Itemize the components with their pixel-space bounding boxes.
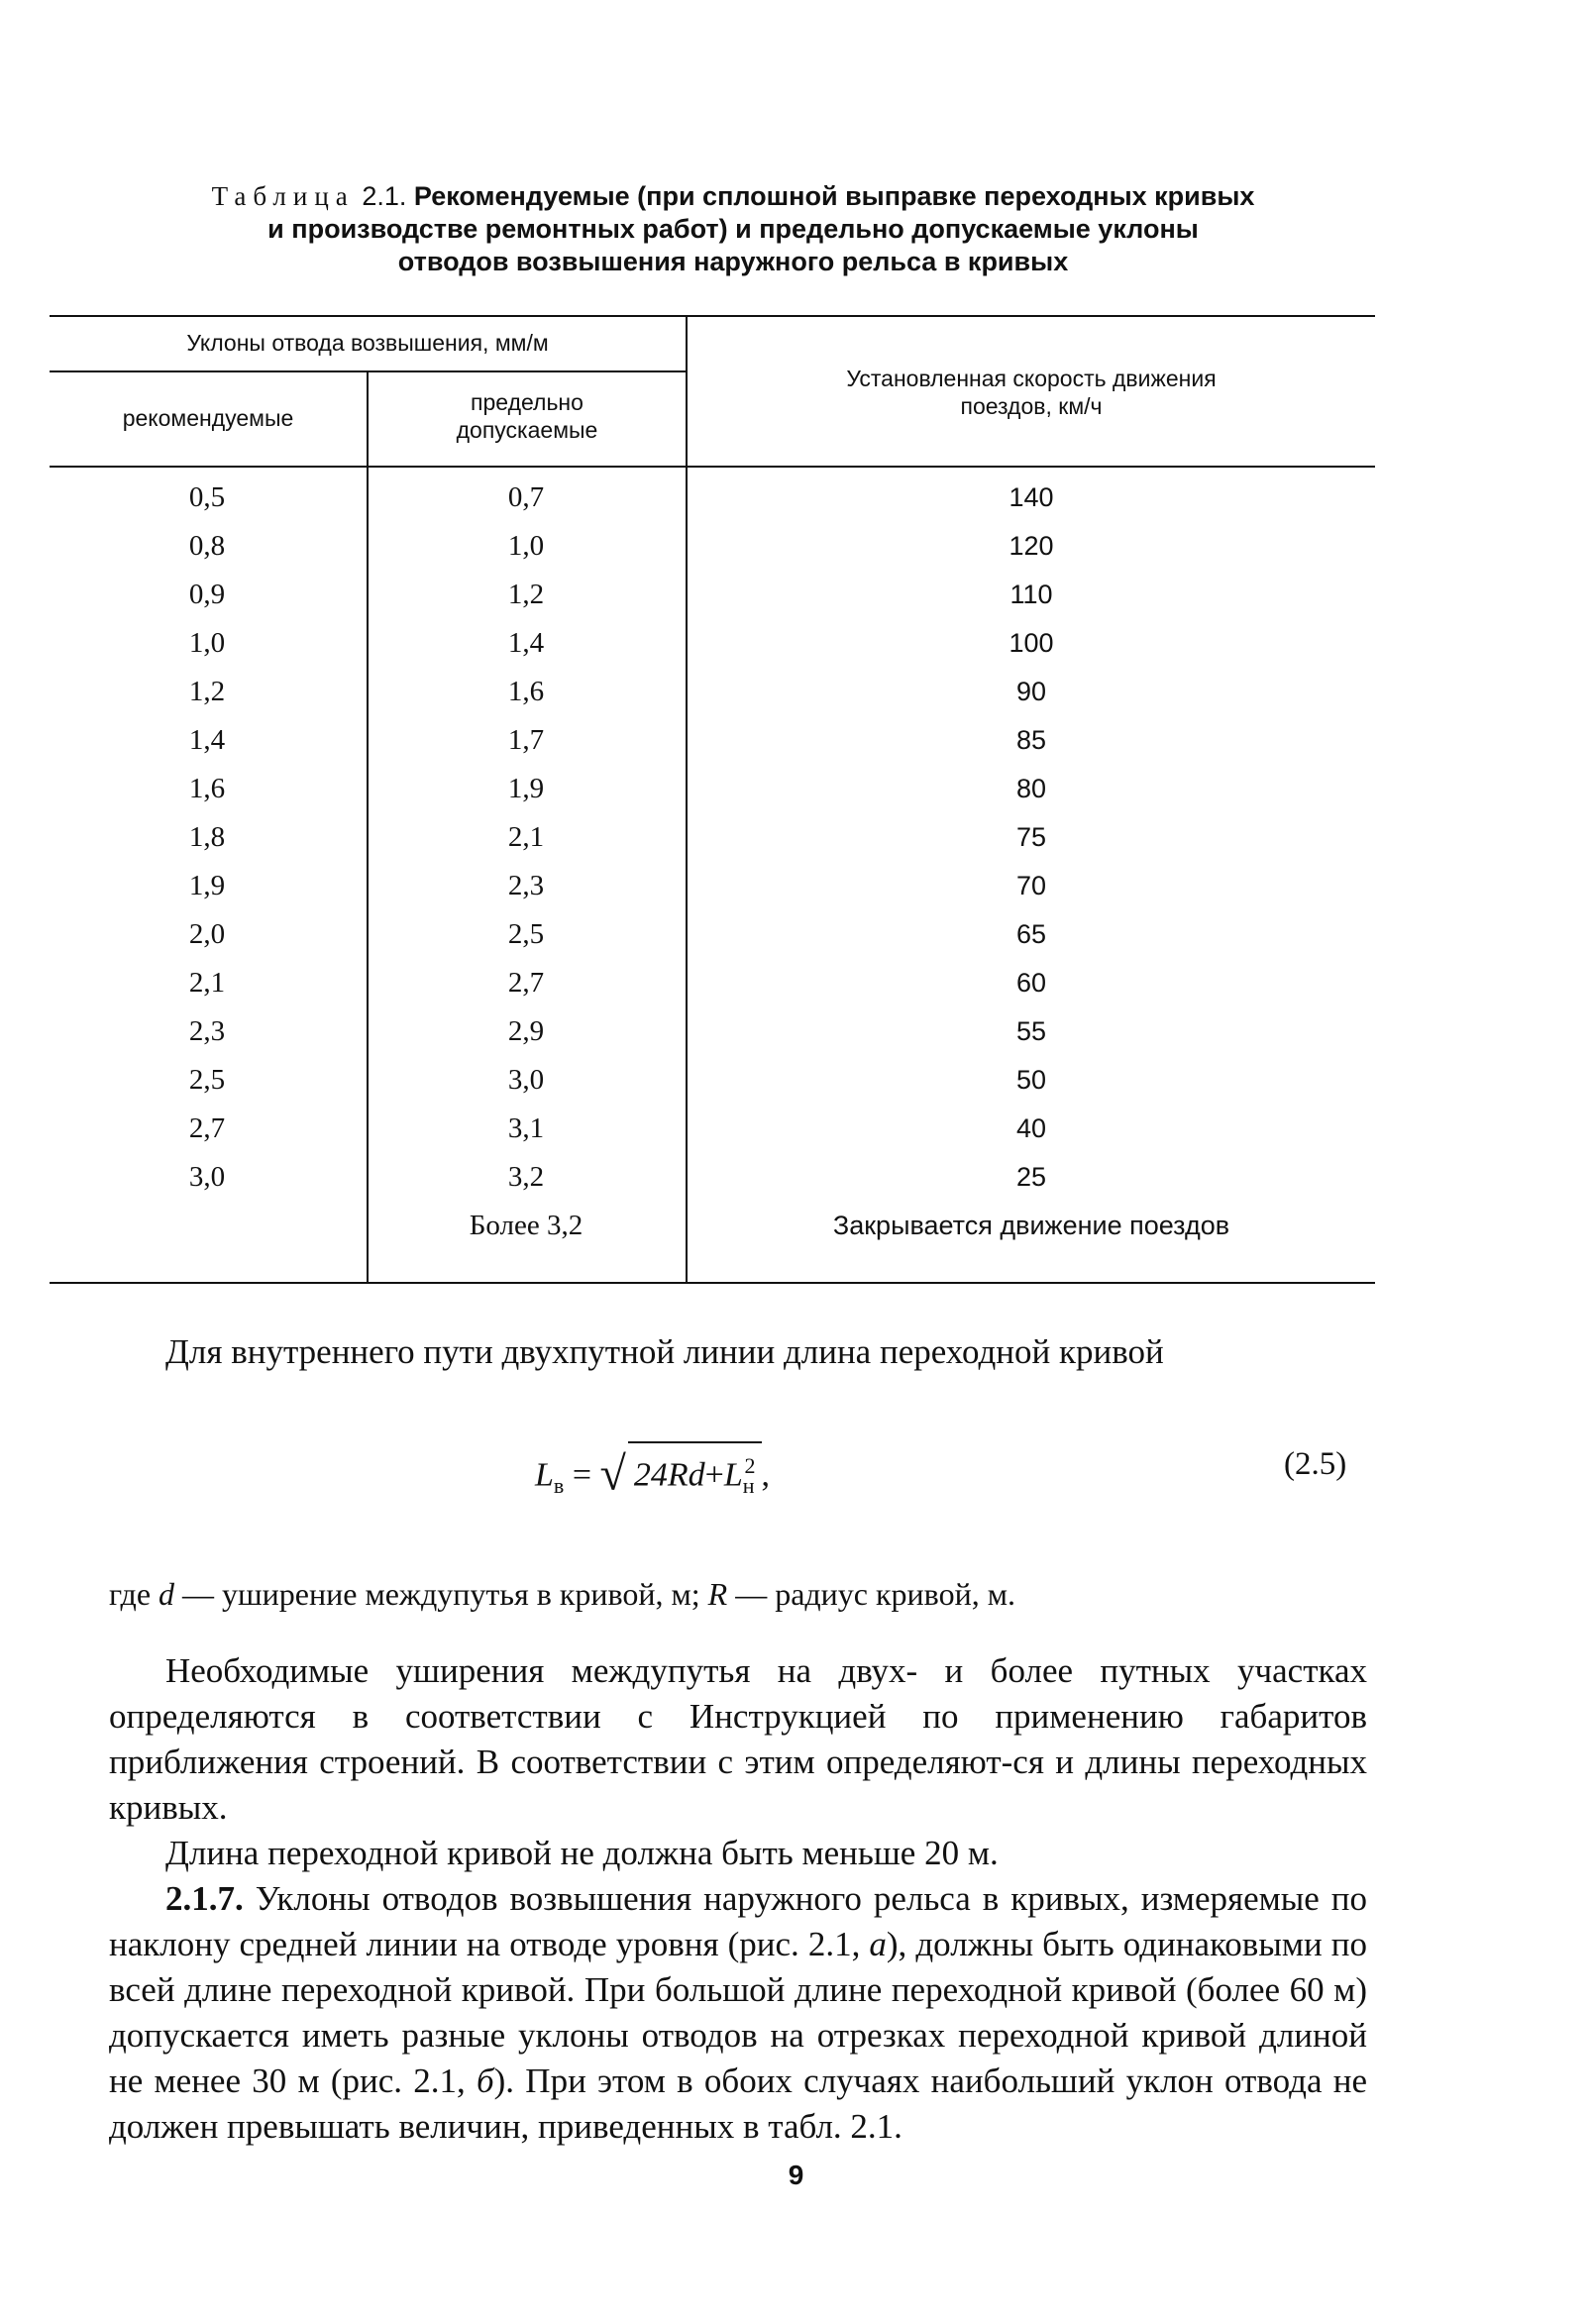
table-row [50,571,1375,619]
cell-limit: 1,0 [507,530,545,562]
cell-recommended: 0,5 [188,481,226,513]
cell-speed: 70 [1015,871,1047,900]
cell-recommended: 1,4 [188,724,226,756]
cell-limit: 2,9 [507,1015,545,1047]
cell-recommended: 2,3 [188,1015,226,1047]
cell-limit: 2,7 [507,967,545,999]
table-row [50,619,1375,668]
caption-title-line1: Рекомендуемые (при сплошной выправке переходных кривых [413,181,1255,211]
paragraph-2-1-7-part-a: Уклоны отводов возвышения наружного рельса в кривых, измеряемые по наклону средней линии на отводе уровня (рис. 2.1, [109,1879,1367,1963]
table-group-header: Уклоны отвода возвышения, мм/м [186,330,549,356]
cell-speed: Закрывается движение поездов [832,1211,1230,1240]
table-row [50,959,1375,1007]
cell-limit: 2,3 [507,870,545,901]
table-row [50,862,1375,910]
table-header-speed-line1: Установленная скорость движения [846,366,1217,391]
formula-l-sub: н [742,1473,755,1499]
cell-limit: Более 3,2 [469,1210,584,1241]
where-pre: где [109,1576,159,1612]
cell-speed: 90 [1015,677,1047,706]
table-row [50,716,1375,765]
cell-recommended: 1,9 [188,870,226,901]
cell-speed: 100 [1008,628,1054,658]
table-row [50,1007,1375,1056]
table-top-rule [50,315,1375,317]
table-row [50,1153,1375,1202]
where-post: — радиус кривой, м. [727,1576,1015,1612]
paragraph-widenings: Необходимые уширения междупутья на двух- и более путных участках определяются в соответствии с Инструкцией по применению габаритов приближения строений. В соответствии с этим определяют-ся и длины переходных кривых. [109,1651,1367,1827]
caption-title-line3: отводов возвышения наружного рельса в кривых [397,247,1069,276]
cell-speed: 85 [1015,725,1047,755]
formula-radicand [628,1441,762,1509]
equation-number: (2.5) [1284,1446,1347,1482]
paragraph-min-length: Длина переходной кривой не должна быть меньше 20 м. [165,1834,999,1872]
cell-speed: 55 [1015,1016,1047,1046]
where-mid: — уширение междупутья в кривой, м; [174,1576,708,1612]
formula-plus: + [704,1456,724,1494]
table-caption [149,180,1318,278]
table-header-limit-line1: предельно [471,389,584,415]
cell-recommended: 0,8 [188,530,226,562]
cell-speed: 75 [1015,822,1047,852]
cell-limit: 1,2 [507,579,545,610]
cell-speed: 25 [1015,1162,1047,1192]
paragraph-2-1-7-part-c: ). При этом в обоих случаях наибольший уклон отвода не должен превышать величин, приведенных в табл. 2.1. [109,2061,1367,2146]
table-header-speed-line2: поездов, км/ч [960,393,1103,419]
caption-number: 2.1. [362,181,407,211]
table-row [50,474,1375,522]
table-row [50,522,1375,571]
formula-l: L [723,1456,743,1494]
figure-ref-b: б [477,2061,494,2100]
section-number: 2.1.7. [165,1879,244,1918]
sqrt-sign-icon: √ [599,1447,626,1501]
cell-limit: 3,2 [507,1161,545,1193]
page-number: 9 [788,2160,804,2190]
formula-comma: , [761,1456,771,1494]
cell-recommended: 1,8 [188,821,226,853]
table-row [50,1056,1375,1105]
caption-title-line2: и производстве ремонтных работ) и предельно допускаемые уклоны [267,214,1199,244]
cell-limit: 1,4 [507,627,545,659]
table-header-bottom-rule [50,466,1375,468]
cell-speed: 50 [1015,1065,1047,1095]
cell-speed: 120 [1008,531,1054,561]
formula-equals: = [572,1456,591,1494]
intro-paragraph: Для внутреннего пути двухпутной линии длина переходной кривой [165,1332,1164,1371]
cell-speed: 60 [1015,968,1047,998]
cell-recommended: 0,9 [188,579,226,610]
table-header-speed [688,365,1375,420]
table-header-limit-line2: допускаемые [456,417,598,443]
table-row [50,668,1375,716]
table-group-header-rule [50,370,688,372]
where-line [109,1571,1367,1617]
cell-recommended: 2,0 [188,918,226,950]
table-row [50,813,1375,862]
formula-l-sup: 2 [744,1453,756,1478]
table-row [50,765,1375,813]
cell-speed: 140 [1008,482,1054,512]
cell-recommended: 2,7 [188,1112,226,1144]
paragraph-2-1-7-part-b: ), должны быть одинаковыми по всей длине переходной кривой. При большой длине переходной кривой (более 60 м) допускается иметь разные уклоны отводов на отрезках переходной кривой длиной не менее 30 м (рис. 2.1, [109,1925,1367,2100]
cell-limit: 1,7 [507,724,545,756]
cell-limit: 1,6 [507,676,545,707]
where-d: d [159,1576,175,1612]
paragraph-2-1-7 [109,1876,1367,2150]
cell-recommended: 1,2 [188,676,226,707]
cell-speed: 65 [1015,919,1047,949]
cell-limit: 2,1 [507,821,545,853]
table-row [50,910,1375,959]
cell-recommended: 2,1 [188,967,226,999]
table-row [50,1202,1375,1250]
cell-recommended: 1,0 [188,627,226,659]
formula-lhs: L [535,1456,554,1494]
figure-ref-a: а [869,1925,887,1963]
table-header-recommended: рекомендуемые [122,405,294,431]
formula-body: 24Rd [633,1456,705,1494]
formula-2-5 [535,1441,770,1509]
table-row [50,1105,1375,1153]
cell-speed: 80 [1015,774,1047,803]
cell-limit: 3,0 [507,1064,545,1096]
formula-lhs-sub: в [553,1473,565,1499]
cell-limit: 3,1 [507,1112,545,1144]
cell-speed: 110 [1009,580,1053,609]
cell-recommended: 1,6 [188,773,226,804]
table-bottom-rule [50,1282,1375,1284]
cell-speed: 40 [1015,1113,1047,1143]
table-header-limit [369,388,686,444]
caption-word: Таблица [211,181,355,211]
cell-limit: 0,7 [507,481,545,513]
cell-limit: 2,5 [507,918,545,950]
cell-recommended: 2,5 [188,1064,226,1096]
where-r: R [707,1576,728,1612]
cell-recommended: 3,0 [188,1161,226,1193]
cell-limit: 1,9 [507,773,545,804]
